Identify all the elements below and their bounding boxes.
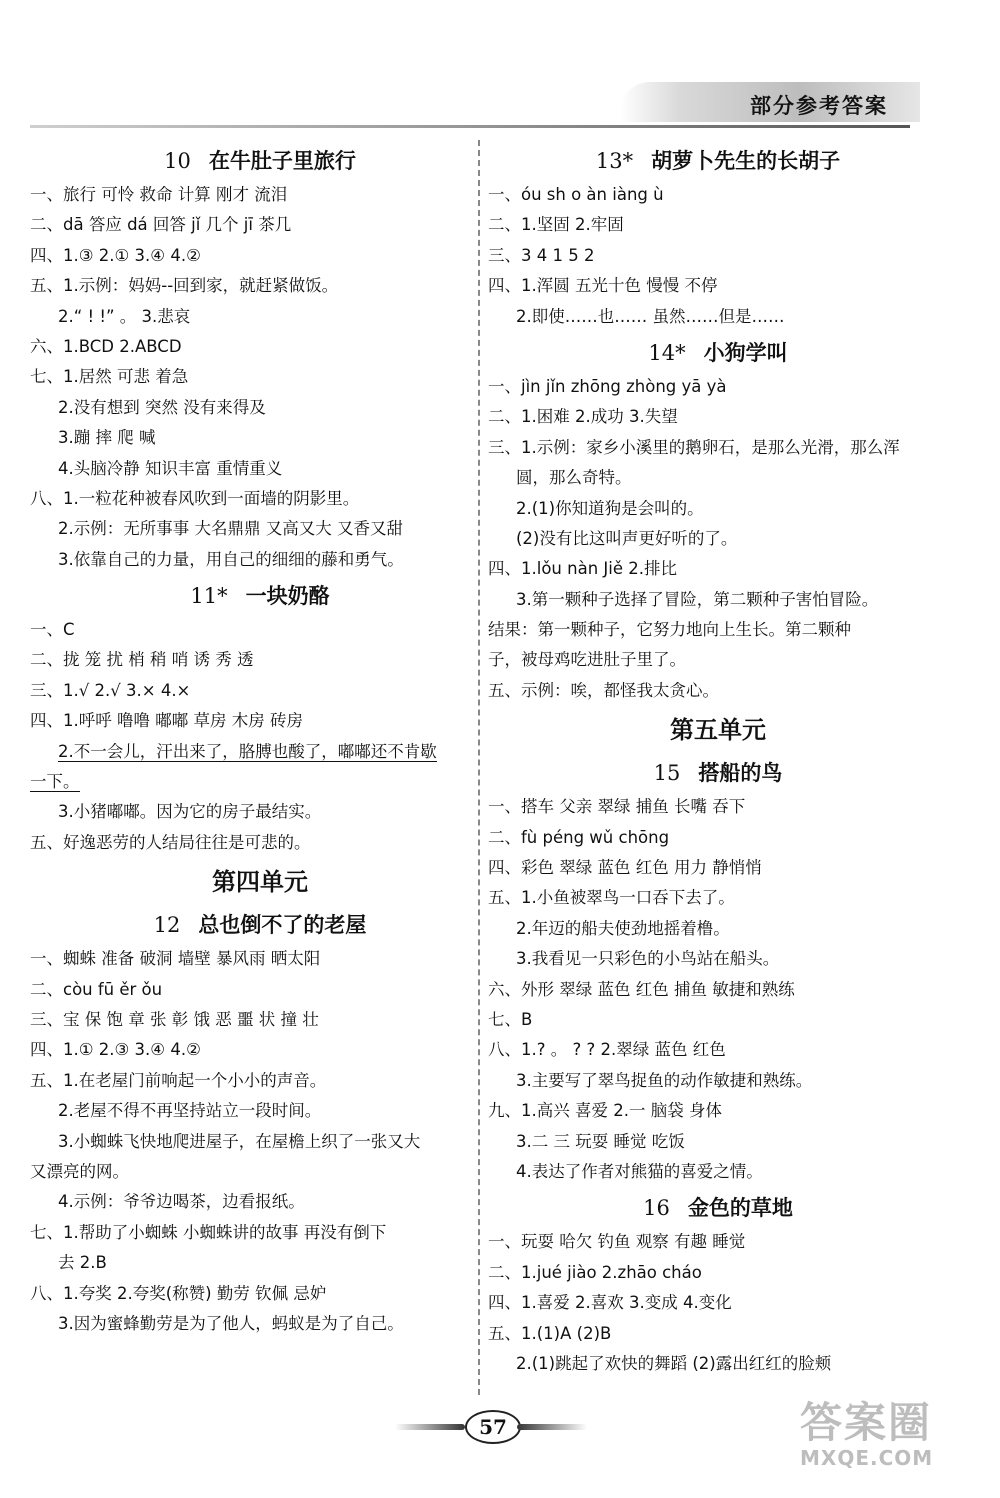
right-column [488,140,948,1379]
answer-line: 四、1.喜爱 2.喜欢 3.变成 4.变化 [488,1293,732,1313]
answer-line: 3.依靠自己的力量，用自己的细细的藤和勇气。 [58,549,404,569]
answer-line: 二、拢 笼 扰 梢 稍 哨 诱 秀 透 [30,650,254,670]
answer-line: 2.“ ! !” 。 3.悲哀 [58,306,191,326]
answer-line: 3.小蜘蛛飞快地爬进屋子，在屋檐上织了一张又大 [58,1131,421,1151]
answer-line: 一、C [30,620,75,640]
answer-line: 2.老屋不得不再坚持站立一段时间。 [58,1101,322,1121]
answer-line: (2)没有比这叫声更好听的了。 [516,528,738,548]
answer-line: 4.表达了作者对熊猫的喜爱之情。 [516,1161,763,1181]
page-number: 57 [465,1410,521,1444]
answer-line: 二、1.jué jiào 2.zhāo cháo [488,1262,702,1282]
footer-swoosh-left [395,1424,465,1430]
answer-line: 七、B [488,1009,533,1029]
watermark-logo [800,1400,990,1490]
answer-line: 2.即使……也…… 虽然……但是…… [516,306,785,326]
answer-line: 子，被母鸡吃进肚子里了。 [488,650,686,670]
answer-line: 八、1.夸奖 2.夸奖(称赞) 勤劳 钦佩 忌妒 [30,1283,327,1303]
footer-swoosh-right [517,1424,587,1430]
answer-line: 七、1.帮助了小蜘蛛 小蜘蛛讲的故事 再没有倒下 [30,1222,387,1242]
answer-line: 四、1.呼呼 噜噜 嘟嘟 草房 木房 砖房 [30,711,303,731]
answer-line: 3.第一颗种子选择了冒险，第二颗种子害怕冒险。 [516,589,879,609]
section-12-title: 12 总也倒不了的老屋 [153,913,367,938]
answer-line: 一、旅行 可怜 救命 计算 刚才 流泪 [30,185,288,204]
answer-line: 三、宝 保 饱 章 张 彰 饿 恶 噩 状 撞 壮 [30,1009,319,1029]
answer-line: 一、搭车 父亲 翠绿 捕鱼 长嘴 吞下 [488,797,746,817]
section-14-title: 14* 小狗学叫 [648,340,788,365]
answer-line: 又漂亮的网。 [30,1161,129,1181]
answer-line: 八、1.一粒花种被春风吹到一面墙的阴影里。 [30,488,360,508]
section-13-title: 13* 胡萝卜先生的长胡子 [595,149,841,173]
header-rule [30,125,910,128]
answer-line: 一、蜘蛛 准备 破洞 墙壁 暴风雨 晒太阳 [30,949,321,969]
answer-line-underlined: 2.不一会儿，汗出来了，胳膊也酸了，嘟嘟还不肯歇 [58,741,437,761]
answer-line: 结果：第一颗种子，它努力地向上生长。第二颗种 [488,620,851,640]
answer-line: 四、1.③ 2.① 3.④ 4.② [30,245,201,265]
section-15-title: 15 搭船的鸟 [653,761,783,786]
answer-line: 二、dā 答应 dá 回答 jǐ 几个 jī 茶几 [30,215,292,235]
header-title: 部分参考答案 [750,93,888,118]
answer-line: 3.蹦 摔 爬 喊 [58,428,156,448]
answer-line: 五、示例：唉，都怪我太贪心。 [488,680,719,700]
answer-line: 4.头脑冷静 知识丰富 重情重义 [58,458,283,478]
answer-line: 二、còu fū ěr ǒu [30,979,163,999]
answer-line: 八、1.? 。 ? ? 2.翠绿 蓝色 红色 [488,1040,726,1060]
answer-line: 3.二 三 玩耍 睡觉 吃饭 [516,1131,685,1151]
section-11-title: 11* 一块奶酪 [190,584,330,609]
unit-5-heading: 第五单元 [670,716,766,745]
answer-line: 五、好逸恶劳的人结局往往是可悲的。 [30,832,311,852]
answer-line: 九、1.高兴 喜爱 2.一 脑袋 身体 [488,1101,722,1121]
answer-line: 一、óu sh o àn iàng ù [488,185,664,204]
answer-line: 3.因为蜜蜂勤劳是为了他人，蚂蚁是为了自己。 [58,1313,404,1333]
answer-line: 2.(1)你知道狗是会叫的。 [516,498,704,518]
answer-line: 四、1.① 2.③ 3.④ 4.② [30,1040,201,1060]
page-header [0,0,1000,130]
answer-line: 七、1.居然 可悲 着急 [30,367,189,387]
answer-line: 3.小猪嘟嘟。因为它的房子最结实。 [58,802,322,822]
answer-line: 六、外形 翠绿 蓝色 红色 捕鱼 敏捷和熟练 [488,979,795,999]
answer-line: 去 2.B [58,1253,107,1273]
answer-line: 二、1.困难 2.成功 3.失望 [488,407,678,427]
answer-line: 一、玩耍 哈欠 钓鱼 观察 有趣 睡觉 [488,1232,746,1252]
section-16-title: 16 金色的草地 [643,1196,793,1221]
answer-line: 3.主要写了翠鸟捉鱼的动作敏捷和熟练。 [516,1070,813,1090]
answer-line-underlined: 一下。 [30,772,80,792]
answer-line: 五、1.小鱼被翠鸟一口吞下去了。 [488,888,735,908]
answer-line: 三、3 4 1 5 2 [488,245,595,265]
left-column [30,140,490,1339]
answer-line: 三、1.示例：家乡小溪里的鹅卵石，是那么光滑，那么浑 [488,437,900,457]
answer-line: 2.年迈的船夫使劲地摇着橹。 [516,918,730,938]
answer-line: 五、1.(1)A (2)B [488,1323,612,1343]
answer-line: 三、1.√ 2.√ 3.× 4.× [30,680,191,700]
answer-line: 二、1.坚固 2.牢固 [488,215,624,235]
answer-line: 五、1.示例：妈妈--回到家，就赶紧做饭。 [30,276,339,296]
answer-line: 四、彩色 翠绿 蓝色 红色 用力 静悄悄 [488,858,762,878]
answer-line: 四、1.lǒu nàn Jiě 2.排比 [488,559,677,579]
watermark-site: MXQE.COM [800,1446,934,1470]
answer-line: 圆，那么奇特。 [516,468,632,488]
answer-line: 六、1.BCD 2.ABCD [30,336,182,356]
answer-line: 2.示例：无所事事 大名鼎鼎 又高又大 又香又甜 [58,519,403,539]
answer-line: 四、1.浑圆 五光十色 慢慢 不停 [488,276,718,296]
watermark-mark: 答案圈 [800,1398,933,1447]
unit-4-heading: 第四单元 [212,868,308,897]
answer-line: 4.示例：爷爷边喝茶，边看报纸。 [58,1192,305,1212]
answer-line: 2.没有想到 突然 没有来得及 [58,397,266,417]
answer-line: 2.(1)跳起了欢快的舞蹈 (2)露出红红的脸颊 [516,1353,832,1373]
answer-line: 一、jìn jǐn zhōng zhòng yā yà [488,376,727,396]
answer-line: 二、fù péng wǔ chōng [488,827,670,847]
answer-line: 3.我看见一只彩色的小鸟站在船头。 [516,949,780,969]
section-10-title: 10 在牛肚子里旅行 [164,149,356,173]
answer-line: 五、1.在老屋门前响起一个小小的声音。 [30,1070,327,1090]
